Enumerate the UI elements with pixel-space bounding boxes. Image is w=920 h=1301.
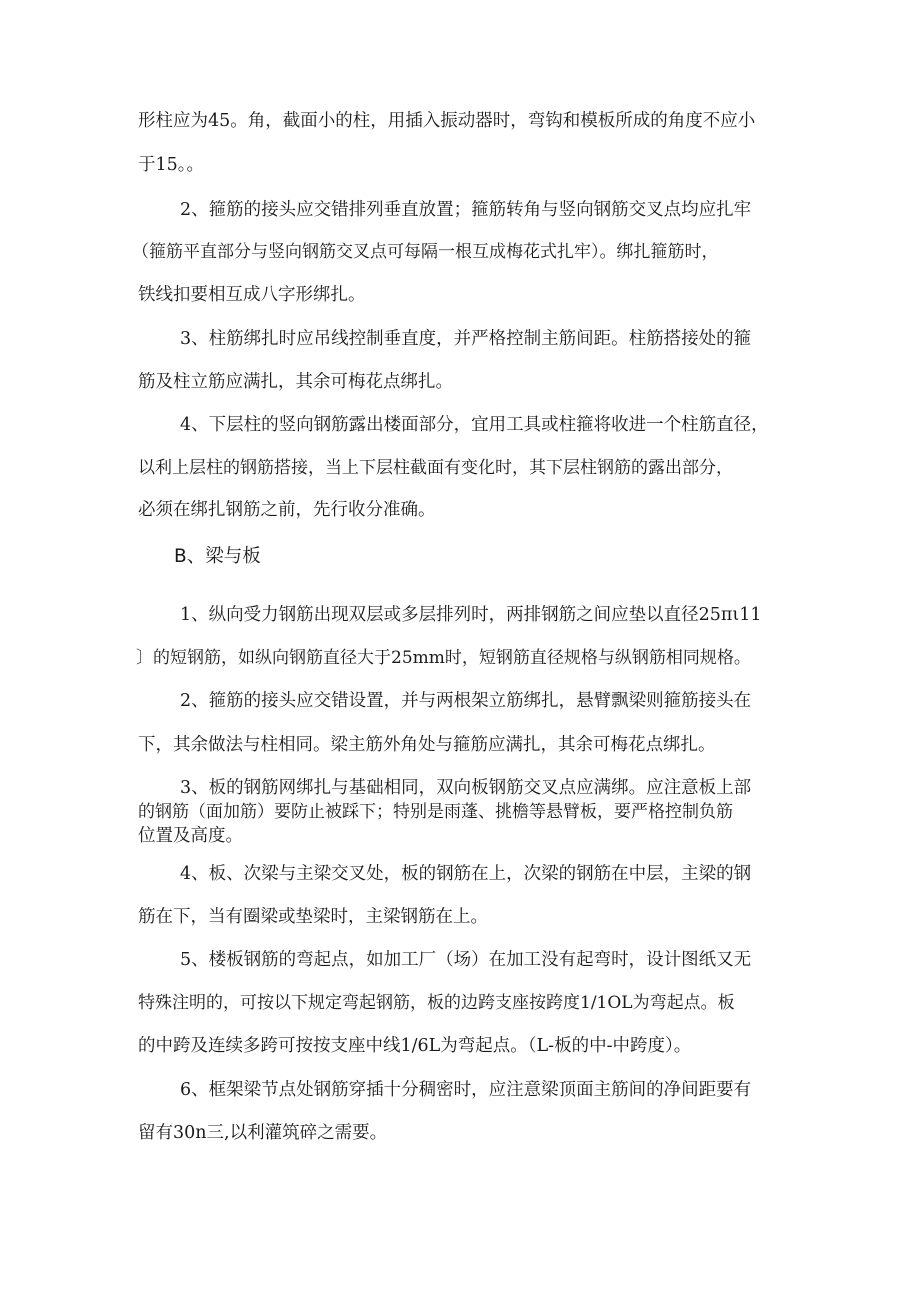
text-line: 〕的短钢筋，如纵向钢筋直径大于25mm时，短钢筋直径规格与纵钢筋相同规格。 (136, 648, 751, 668)
text-line: 的中跨及连续多跨可按按支座中线1/6L为弯起点。（L-板的中-中跨度）。 (138, 1036, 692, 1056)
text-line: 5、楼板钢筋的弯起点，如加工厂（场）在加工没有起弯时，设计图纸又无 (180, 950, 752, 970)
text-line: 1、纵向受力钢筋出现双层或多层排列时，两排钢筋之间应垫以直径25πι11 (180, 605, 762, 625)
text-line: 的钢筋（面加筋）要防止被踩下；特别是雨蓬、挑檐等悬臂板，要严格控制负筋 (138, 802, 733, 822)
text-line: 3、板的钢筋网绑扎与基础相同，双向板钢筋交叉点应满绑。应注意板上部 (180, 778, 752, 798)
text-line: 6、框架梁节点处钢筋穿插十分稠密时，应注意梁顶面主筋间的净间距要有 (180, 1080, 752, 1100)
text-line: 筋及柱立筋应满扎，其余可梅花点绑扎。 (138, 372, 453, 392)
text-line: 4、板、次梁与主梁交叉处，板的钢筋在上，次梁的钢筋在中层，主梁的钢 (180, 864, 752, 884)
text-line: 以利上层柱的钢筋搭接，当上下层柱截面有变化时，其下层柱钢筋的露出部分， (138, 458, 733, 478)
text-line: 位置及高度。 (138, 826, 243, 846)
text-line: 2、箍筋的接头应交错排列垂直放置；箍筋转角与竖向钢筋交叉点均应扎牢 (180, 200, 752, 220)
text-line: 下，其余做法与柱相同。梁主筋外角处与箍筋应满扎，其余可梅花点绑扎。 (138, 735, 716, 755)
text-line: 留有30n三,以利灌筑碎之需要。 (138, 1123, 388, 1143)
text-line: （箍筋平直部分与竖向钢筋交叉点可每隔一根互成梅花式扎牢）。绑扎箍筋时， (132, 242, 719, 262)
text-line: 筋在下，当有圈梁或垫梁时，主梁钢筋在上。 (138, 907, 488, 927)
text-line: 3、柱筋绑扎时应吊线控制垂直度，并严格控制主筋间距。柱筋搭接处的箍 (180, 329, 752, 349)
section-heading: B、梁与板 (174, 546, 261, 567)
text-line: 特殊注明的，可按以下规定弯起钢筋，板的边跨支座按跨度1/1OL为弯起点。板 (138, 993, 735, 1013)
text-line: 形柱应为45。角，截面小的柱，用插入振动器时，弯钩和模板所成的角度不应小 (138, 111, 756, 131)
text-line: 于15。。 (138, 155, 205, 175)
text-line: 必须在绑扎钢筋之前，先行收分准确。 (138, 500, 436, 520)
text-line: 铁线扣要相互成八字形绑扎。 (138, 285, 366, 305)
text-line: 4、下层柱的竖向钢筋露出楼面部分，宜用工具或柱箍将收进一个柱筋直径， (180, 415, 769, 435)
text-line: 2、箍筋的接头应交错设置，并与两根架立筋绑扎，悬臂飘梁则箍筋接头在 (180, 691, 752, 711)
